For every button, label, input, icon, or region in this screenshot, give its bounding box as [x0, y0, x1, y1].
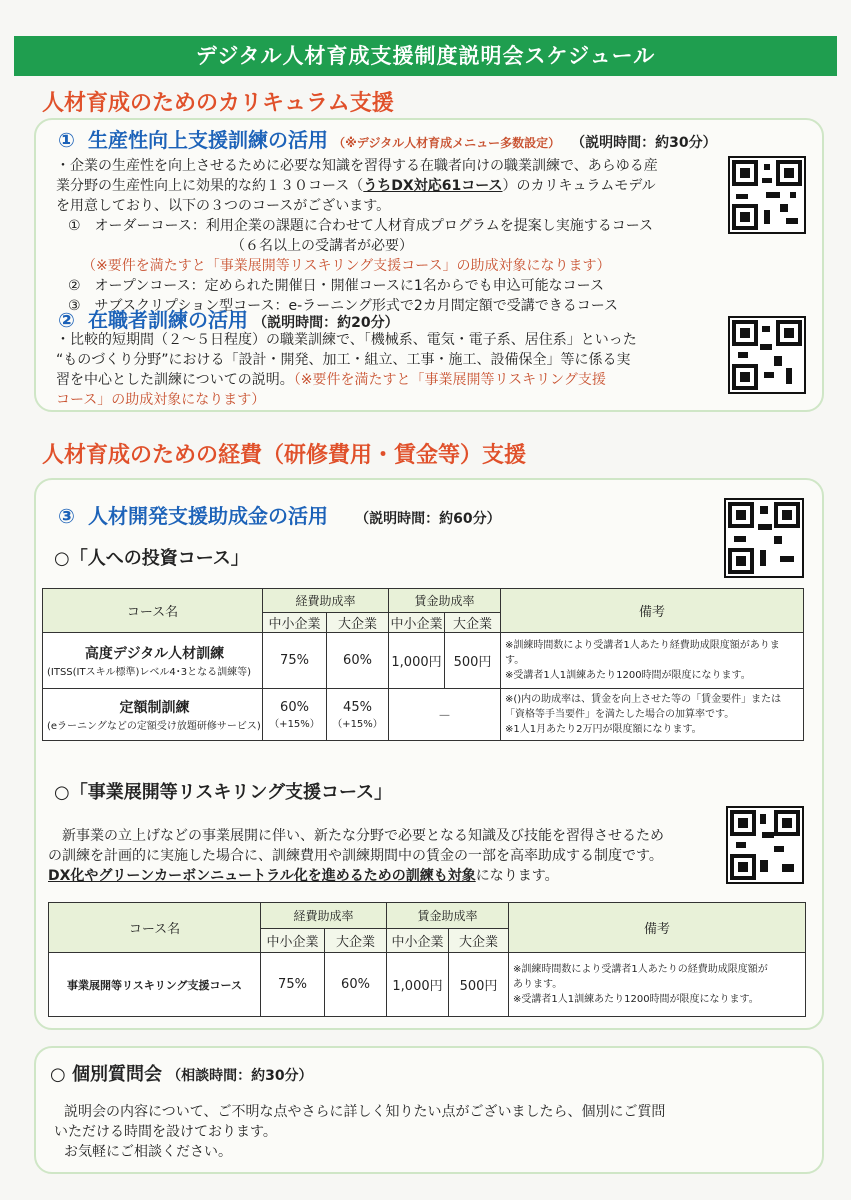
section2-title: 人材育成のための経費（研修費用・賃金等）支援 — [42, 443, 527, 468]
table2-header-wage: 賃金助成率 — [387, 903, 509, 929]
item4-line2: いただける時間を設けております。 — [54, 1124, 277, 1140]
table2-header-remarks: 備考 — [509, 903, 806, 953]
t2-row1-wage-large: 500円 — [449, 953, 509, 1017]
course-b-dx-highlight: DX化やグリーンカーボンニュートラル化を進めるための訓練も対象 — [48, 868, 476, 884]
item1-course1: ① オーダーコース：利用企業の課題に合わせて人材育成プログラムを提案し実施するコース — [68, 218, 654, 234]
item1-course1b: （６名以上の受講者が必要） — [231, 238, 413, 254]
item1-heading — [58, 124, 717, 153]
course-b-body — [48, 826, 718, 886]
course-b-line3: DX化やグリーンカーボンニュートラル化を進めるための訓練も対象になります。 — [48, 868, 559, 884]
item1-course2: ② オープンコース：定められた開催日・開催コースに1名からでも申込可能なコース — [68, 278, 604, 294]
row1-wage-sme: 1,000円 — [389, 633, 445, 689]
table1-header-sme: 中小企業 — [263, 613, 327, 633]
table2-header-wage-large: 大企業 — [449, 929, 509, 953]
table1-header-expense: 経費助成率 — [263, 589, 389, 613]
t2-row1-expense-large: 60% — [325, 953, 387, 1017]
table1-header-remarks: 備考 — [501, 589, 804, 633]
item1-course3: ③ サブスクリプション型コース：e-ラーニング形式で2カ月間定額で受講できるコース — [68, 298, 619, 314]
item3-heading — [58, 500, 501, 529]
item3-number: ③ — [58, 504, 75, 528]
row1-remarks: ※訓練時間数により受講者1人あたり経費助成限度額がありま す。 ※受講者1人1訓練あたり1200時間が限度になります。 — [501, 633, 804, 689]
qr-code-icon — [726, 806, 804, 884]
page-banner: デジタル人材育成支援制度説明会スケジュール — [14, 36, 837, 76]
table2-header-course: コース名 — [49, 903, 261, 953]
item2-line4: コース」の助成対象になります） — [56, 392, 266, 408]
item4-heading — [50, 1060, 313, 1086]
item1-time: （説明時間：約30分） — [571, 135, 717, 151]
item4-body — [48, 1102, 808, 1162]
item1-line3: を用意しており、以下の３つのコースがございます。 — [56, 198, 391, 214]
table1-header-wage-large: 大企業 — [445, 613, 501, 633]
row2-expense-large: 45% （+15%） — [327, 689, 389, 741]
item4-title: ○ 個別質問会 — [50, 1064, 162, 1085]
course-a-title: ○「人への投資コース」 — [54, 548, 249, 569]
item3-time: （説明時間：約60分） — [355, 511, 501, 527]
t2-row1-wage-sme: 1,000円 — [387, 953, 449, 1017]
table-row — [43, 689, 804, 741]
row1-expense-large: 60% — [327, 633, 389, 689]
table1-header-wage-sme: 中小企業 — [389, 613, 445, 633]
item2-line2: “ものづくり分野”における「設計・開発、加工・組立、工事・施工、設備保全」等に係る実 — [56, 352, 631, 368]
table1-header-large: 大企業 — [327, 613, 389, 633]
item2-heading — [58, 304, 399, 333]
item4-time: （相談時間：約30分） — [167, 1068, 313, 1084]
item2-title: 在職者訓練の活用 — [88, 308, 249, 332]
t2-row1-expense-sme: 75% — [261, 953, 325, 1017]
course-b-table — [48, 902, 806, 1017]
table2-header-expense: 経費助成率 — [261, 903, 387, 929]
item1-course1-note: （※要件を満たすと「事業展開等リスキリング支援コース」の助成対象になります） — [82, 258, 611, 274]
item2-time: （説明時間：約20分） — [253, 315, 399, 331]
row2-sub: (eラーニングなどの定額受け放題研修サービス) — [47, 721, 261, 732]
table2-header-wage-sme: 中小企業 — [387, 929, 449, 953]
row2-wage: － — [389, 689, 501, 741]
table-row — [43, 633, 804, 689]
item1-line2: 業分野の生産性向上に効果的な約１３０コース（うちDX対応61コース）のカリキュラムモデル — [56, 178, 656, 194]
course-b-title: ○「事業展開等リスキリング支援コース」 — [54, 782, 393, 803]
table-row — [49, 953, 806, 1017]
item4-line3: お気軽にご相談ください。 — [64, 1144, 232, 1160]
section1-title: 人材育成のためのカリキュラム支援 — [42, 91, 394, 116]
item1-line1: ・企業の生産性を向上させるために必要な知識を習得する在職者向けの職業訓練で、あらゆる産 — [56, 158, 658, 174]
item2-body — [56, 330, 716, 410]
row1-wage-large: 500円 — [445, 633, 501, 689]
qr-code-icon — [728, 156, 806, 234]
item3-title: 人材開発支援助成金の活用 — [88, 504, 329, 528]
t2-row1-remarks: ※訓練時間数により受講者1人あたりの経費助成限度額が あります。 ※受講者1人1訓練あたり1200時間が限度になります。 — [509, 953, 806, 1017]
qr-code-icon — [728, 316, 806, 394]
item2-line3: 習を中心とした訓練についての説明。（※要件を満たすと「事業展開等リスキリング支援 — [56, 372, 606, 388]
row1-name: 高度デジタル人材訓練 — [84, 646, 225, 662]
table1-header-course: コース名 — [43, 589, 263, 633]
row2-name: 定額制訓練 — [119, 700, 190, 716]
item1-note: （※デジタル人材育成メニュー多数設定） — [333, 136, 561, 150]
item4-line1: 説明会の内容について、ご不明な点やさらに詳しく知りたい点がございましたら、個別にご質問 — [64, 1104, 666, 1120]
course-b-line1: 新事業の立上げなどの事業展開に伴い、新たな分野で必要となる知識及び技能を習得させるため — [62, 828, 664, 844]
table2-header-sme: 中小企業 — [261, 929, 325, 953]
item1-title: 生産性向上支援訓練の活用 — [88, 128, 329, 152]
t2-row1-name: 事業展開等リスキリング支援コース — [49, 953, 261, 1017]
table1-header-wage: 賃金助成率 — [389, 589, 501, 613]
item2-number: ② — [58, 308, 75, 332]
item1-number: ① — [58, 128, 75, 152]
item1-body — [56, 156, 716, 316]
table2-header-large: 大企業 — [325, 929, 387, 953]
qr-code-icon — [724, 498, 804, 578]
course-a-table — [42, 588, 804, 741]
item2-line1: ・比較的短期間（２～５日程度）の職業訓練で、「機械系、電気・電子系、居住系」といった — [56, 332, 637, 348]
course-b-line2: の訓練を計画的に実施した場合に、訓練費用や訓練期間中の賃金の一部を高率助成する制度です。 — [48, 848, 663, 864]
row2-remarks: ※()内の助成率は、賃金を向上させた等の「賃金要件」または 「資格等手当要件」を満たした場合の加算率です。 ※1人1月あたり2万円が限度額になります。 — [501, 689, 804, 741]
row2-expense-sme: 60% （+15%） — [263, 689, 327, 741]
item1-dx-highlight: うちDX対応61コース — [363, 178, 503, 194]
row1-expense-sme: 75% — [263, 633, 327, 689]
row1-sub: (ITSS(ITスキル標準)レベル4･3となる訓練等) — [47, 667, 252, 678]
